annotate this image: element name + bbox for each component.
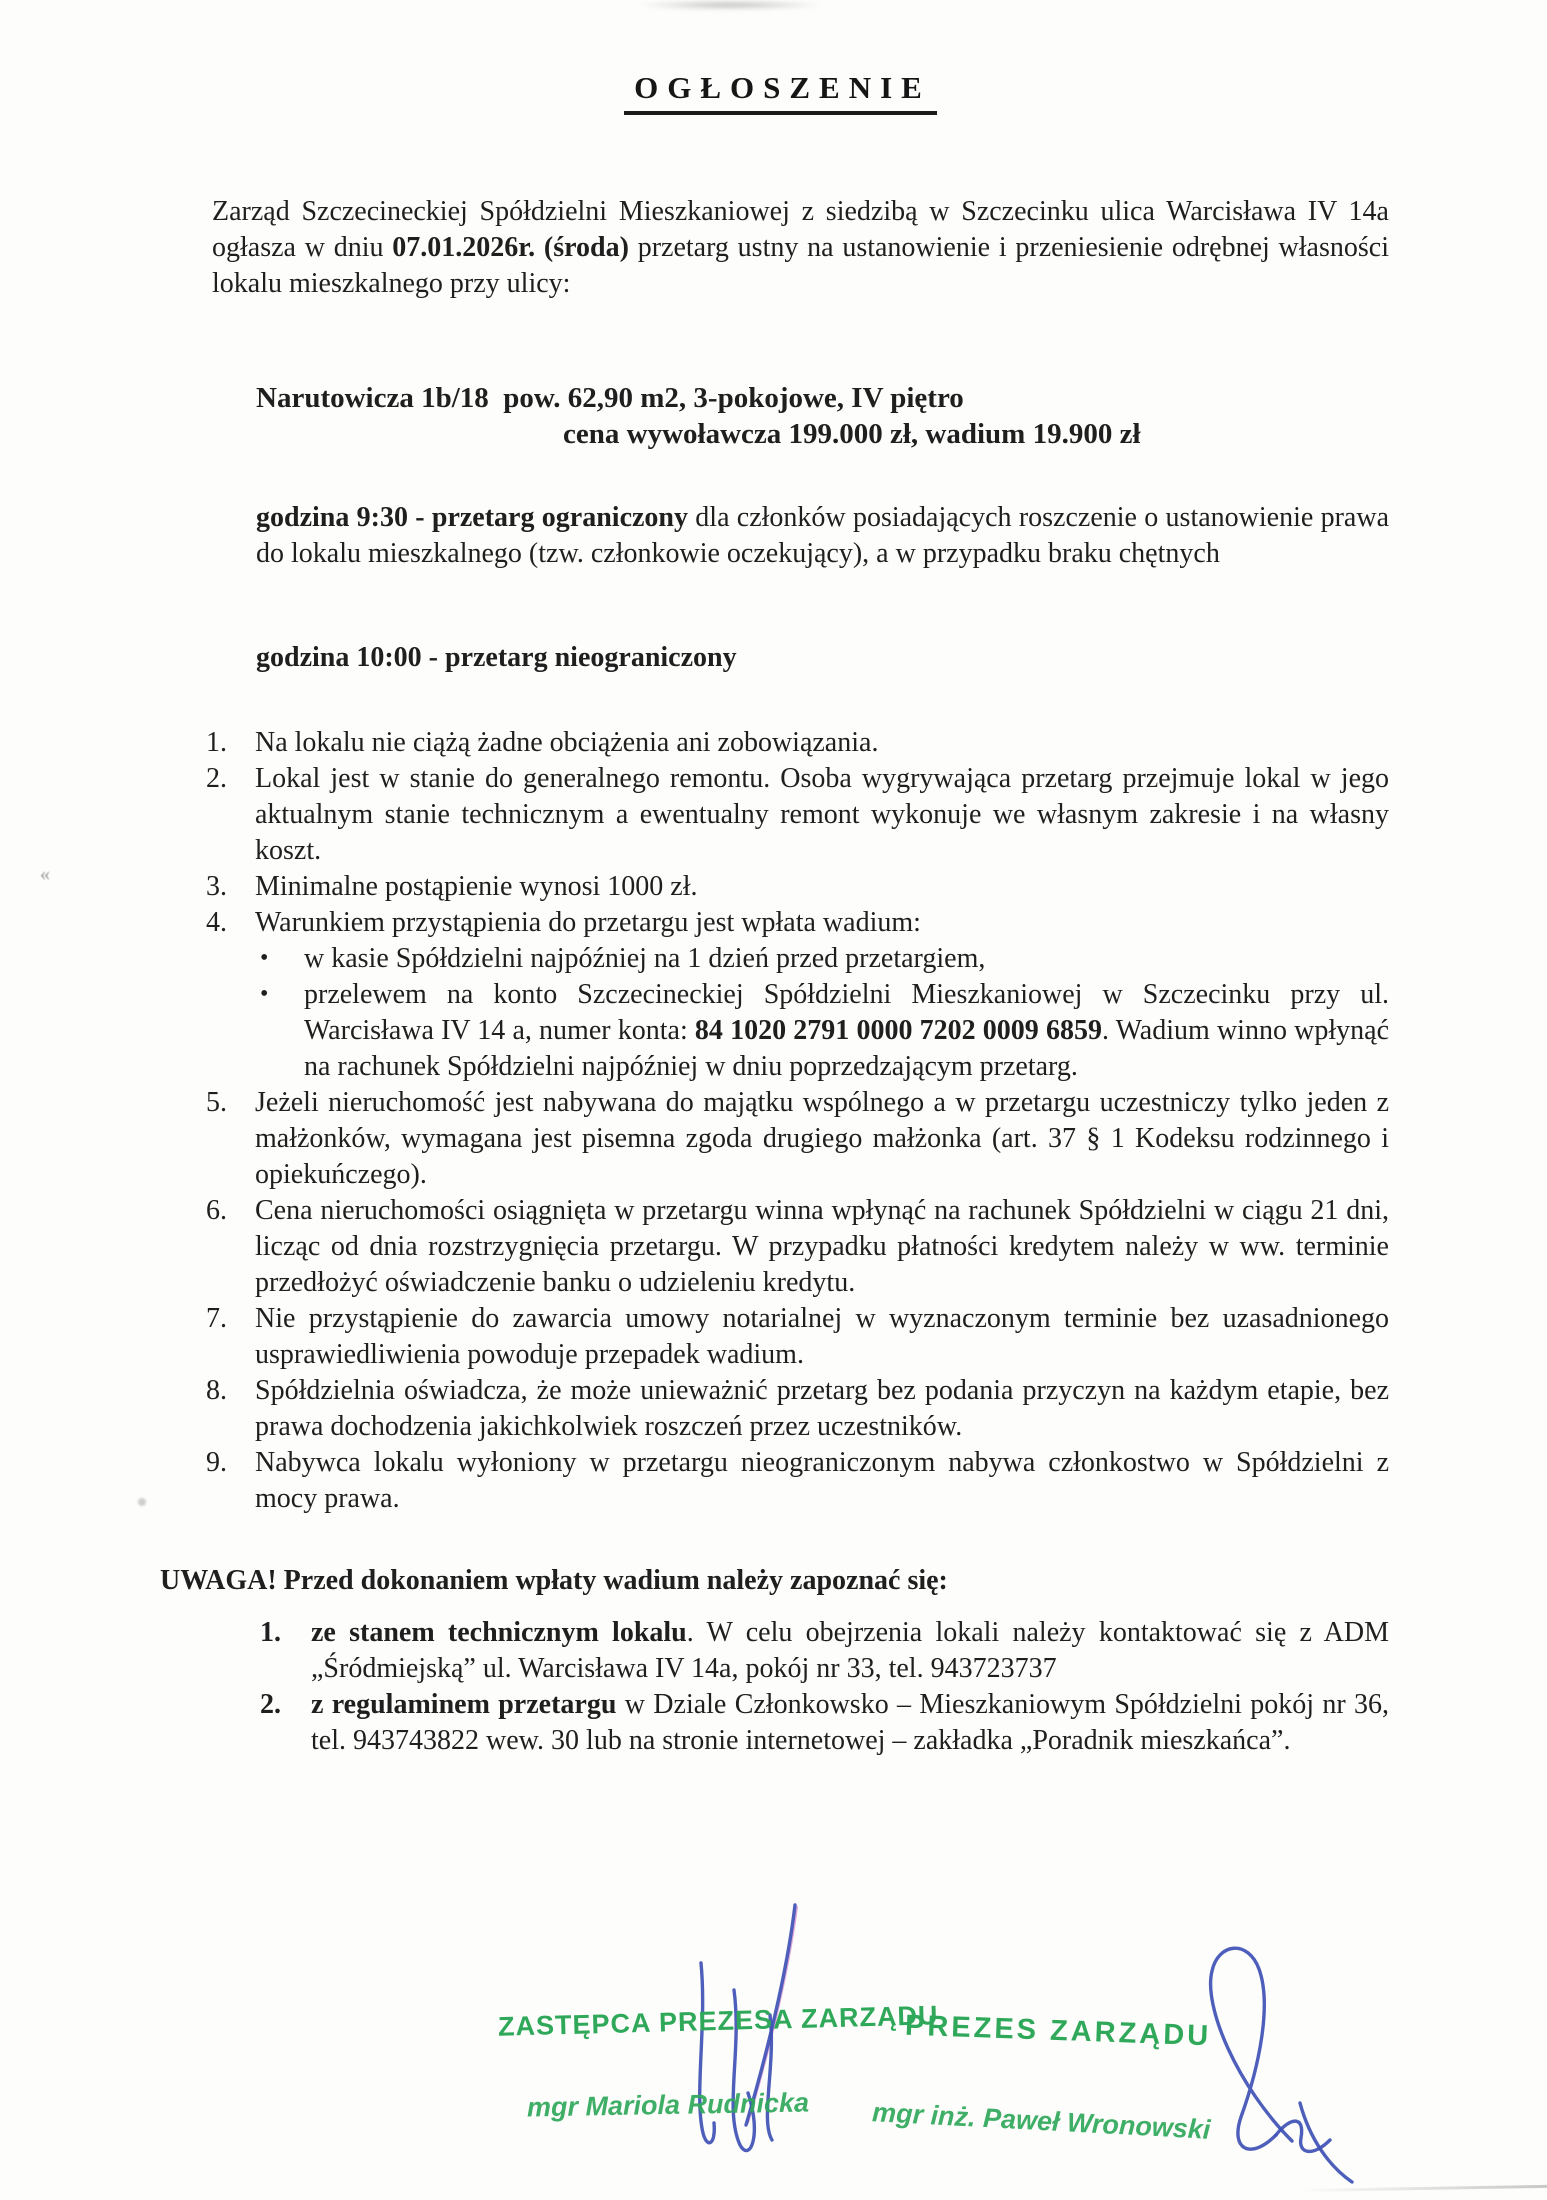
bullet-item	[260, 977, 1389, 1085]
list-number: 5.	[206, 1087, 227, 1118]
list-item	[206, 1085, 1389, 1193]
list-number: 2.	[260, 1689, 281, 1720]
list-number: 1.	[260, 1617, 281, 1648]
signature-right-name: mgr inż. Paweł Wronowski	[871, 2097, 1212, 2145]
bullet-text: przelewem na konto Szczecineckiej Spółdzielni Mieszkaniowej w Szczecinku przy ul. Warcisława IV 14 a, numer konta: 84 1020 2791 0000 7202 0009 6859. Wadium winno wpłynąć na rachunek Spółdzielni najpóźniej w dniu poprzedzającym przetarg.	[304, 979, 1389, 1082]
schedule-open-paragraph: godzina 10:00 - przetarg nieograniczony	[256, 642, 737, 673]
offer-line-2: cena wywoławcza 199.000 zł, wadium 19.900 zł	[563, 418, 1141, 450]
list-item-text: Spółdzielnia oświadcza, że może unieważnić przetarg bez podania przyczyn na każdym etapie, bez prawa dochodzenia jakichkolwiek roszczeń przez uczestników.	[255, 1375, 1389, 1442]
list-item-text: Jeżeli nieruchomość jest nabywana do majątku wspólnego a w przetargu uczestniczy tylko jeden z małżonków, wymagana jest pisemna zgoda drugiego małżonka (art. 37 § 1 Kodeksu rodzinnego i opiekuńczego).	[255, 1087, 1389, 1190]
list-item	[206, 1301, 1389, 1373]
list-number: 2.	[206, 763, 227, 794]
bullet-item	[260, 941, 1389, 977]
list-item	[212, 1615, 1389, 1687]
list-number: 9.	[206, 1447, 227, 1478]
bullet-icon: •	[260, 981, 269, 1007]
notice-heading: UWAGA! Przed dokonaniem wpłaty wadium należy zapoznać się:	[160, 1565, 948, 1596]
notice-list	[212, 1615, 1389, 1759]
bullet-text: w kasie Spółdzielni najpóźniej na 1 dzień przed przetargiem,	[304, 943, 986, 974]
list-item	[206, 1193, 1389, 1301]
list-item	[206, 1445, 1389, 1517]
list-number: 7.	[206, 1303, 227, 1334]
list-item-text: Warunkiem przystąpienia do przetargu jest wpłata wadium:	[255, 907, 921, 938]
signature-left-role: ZASTĘPCA PREZESA ZARZĄDU	[497, 2000, 939, 2042]
list-number: 1.	[206, 727, 227, 758]
list-item-text: Minimalne postąpienie wynosi 1000 zł.	[255, 871, 698, 902]
list-number: 4.	[206, 907, 227, 938]
list-item	[206, 1373, 1389, 1445]
list-item-text: Nabywca lokalu wyłoniony w przetargu nieograniczonym nabywa członkostwo w Spółdzielni z mocy prawa.	[255, 1447, 1389, 1514]
pen-signature-right	[1211, 1948, 1352, 2182]
list-item	[206, 869, 1389, 905]
offer-line-1: Narutowicza 1b/18 pow. 62,90 m2, 3-pokojowe, IV piętro	[256, 382, 964, 414]
list-item-text: Nie przystąpienie do zawarcia umowy notarialnej w wyznaczonym terminie bez uzasadnionego usprawiedliwienia powoduje przepadek wadium.	[255, 1303, 1389, 1370]
list-number: 6.	[206, 1195, 227, 1226]
signature-right-role: PREZES ZARZĄDU	[904, 2009, 1212, 2053]
signature-left-name: mgr Mariola Rudnicka	[526, 2087, 810, 2123]
list-item-text: ze stanem technicznym lokalu. W celu obejrzenia lokali należy kontaktować się z ADM „Śródmiejską” ul. Warcisława IV 14a, pokój nr 33, tel. 943723737	[311, 1617, 1390, 1684]
title-row	[172, 70, 1389, 115]
list-number: 8.	[206, 1375, 227, 1406]
bullet-icon: •	[260, 945, 269, 971]
list-item	[206, 905, 1389, 1085]
list-item-text: z regulaminem przetargu w Dziale Członkowsko – Mieszkaniowym Spółdzielni pokój nr 36, tel. 943743822 wew. 30 lub na stronie internetowej – zakładka „Poradnik mieszkańca”.	[311, 1689, 1389, 1756]
offer-heading	[212, 380, 1389, 452]
list-item-text: Cena nieruchomości osiągnięta w przetargu winna wpłynąć na rachunek Spółdzielni w ciągu 21 dni, licząc od dnia rozstrzygnięcia przetargu. W przypadku płatności kredytem należy w ww. terminie przedłożyć oświadczenie banku o udzieleniu kredytu.	[255, 1195, 1389, 1298]
list-item-text: Lokal jest w stanie do generalnego remontu. Osoba wygrywająca przetarg przejmuje lokal w jego aktualnym stanie technicznym a ewentualny remont wykonuje we własnym zakresie i na własny koszt.	[255, 763, 1389, 866]
schedule-restricted-paragraph: godzina 9:30 - przetarg ograniczony dla członków posiadających roszczenie o ustanowienie prawa do lokalu mieszkalnego (tzw. członkowie oczekujący), a w przypadku braku chętnych	[256, 502, 1389, 569]
list-item-text: Na lokalu nie ciążą żadne obciążenia ani zobowiązania.	[255, 727, 879, 758]
conditions-list	[206, 725, 1389, 1517]
signature-section	[0, 1935, 1547, 2200]
list-item	[212, 1687, 1389, 1759]
pen-signatures	[0, 1935, 1547, 2200]
list-item	[206, 725, 1389, 761]
intro-paragraph: Zarząd Szczecineckiej Spółdzielni Mieszkaniowej z siedzibą w Szczecinku ulica Warcisława IV 14a ogłasza w dniu 07.01.2026r. (środa) przetarg ustny na ustanowienie i przeniesienie odrębnej własności lokalu mieszkalnego przy ulicy:	[212, 196, 1389, 299]
list-item	[206, 761, 1389, 869]
list-number: 3.	[206, 871, 227, 902]
scan-artifact-speck: «	[40, 863, 50, 885]
page-title: OGŁOSZENIE	[624, 70, 937, 115]
bullet-list	[260, 941, 1389, 1085]
